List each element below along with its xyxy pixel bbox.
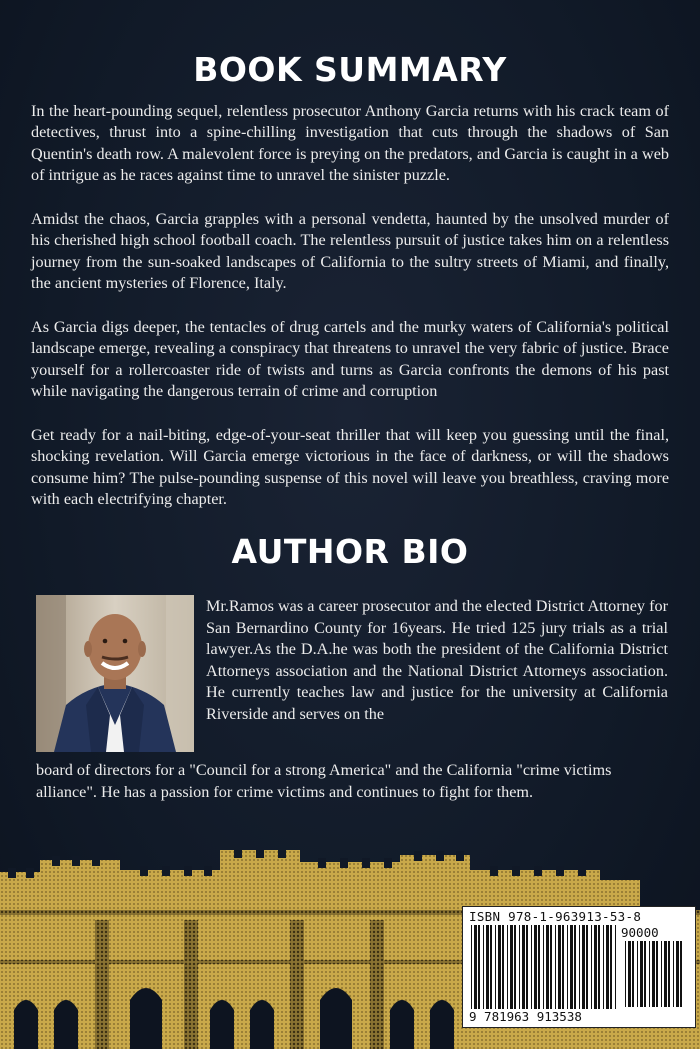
summary-paragraph-1: In the heart-pounding sequel, relentless prosecutor Anthony Garcia returns with his crack team of detectives, thrust into a spine-chilling investigation that cuts through the shadows of San Quentin's death row. A malevolent force is preying on the predators, and Garcia is caught in a web of intrigue as he races against time to unravel the sinister puzzle. bbox=[31, 102, 669, 185]
book-summary-heading: BOOK SUMMARY bbox=[193, 50, 507, 89]
author-bio-heading: AUTHOR BIO bbox=[231, 532, 469, 571]
isbn-barcode bbox=[462, 906, 696, 1028]
price-barcode-bars bbox=[625, 941, 689, 1007]
price-code: 90000 bbox=[621, 925, 659, 940]
author-bio-text-continued: board of directors for a "Council for a strong America" and the California "crime victims alliance". He has a passion for crime victims and continues to fight for them. bbox=[36, 761, 612, 801]
barcode-number: 9 781963 913538 bbox=[469, 1009, 582, 1024]
barcode-bars bbox=[471, 925, 621, 1009]
summary-paragraph-2: Amidst the chaos, Garcia grapples with a personal vendetta, haunted by the unsolved murder of his cherished high school football coach. The relentless pursuit of justice takes him on a relentless journey from the sun-soaked landscapes of California to the sultry streets of Miami, and finally, the ancient mysteries of Florence, Italy. bbox=[31, 210, 669, 293]
isbn-label: ISBN 978-1-963913-53-8 bbox=[469, 909, 642, 924]
author-bio-text: Mr.Ramos was a career prosecutor and the elected District Attorney for San Bernardino County for 16years. He tried 125 jury trials as a trial lawyer.As the D.A.he was both the president of the California District Attorneys association and the National District Attorneys association. He currently teaches law and justice for the university at California Riverside and serves on the bbox=[206, 597, 668, 723]
author-photo bbox=[36, 595, 194, 752]
summary-paragraph-4: Get ready for a nail-biting, edge-of-your-seat thriller that will keep you guessing until the final, shocking revelation. Will Garcia emerge victorious in the face of darkness, or will the shadows consume him? The pulse-pounding suspense of this novel will leave you breathless, craving more with each electrifying chapter. bbox=[31, 426, 669, 509]
summary-paragraph-3: As Garcia digs deeper, the tentacles of drug cartels and the murky waters of California's political landscape emerge, revealing a conspiracy that threatens to unravel the very fabric of justice. Brace yourself for a rollercoaster ride of twists and turns as Garcia confronts the demons of his past while navigating the dangerous terrain of crime and corruption bbox=[31, 318, 669, 401]
